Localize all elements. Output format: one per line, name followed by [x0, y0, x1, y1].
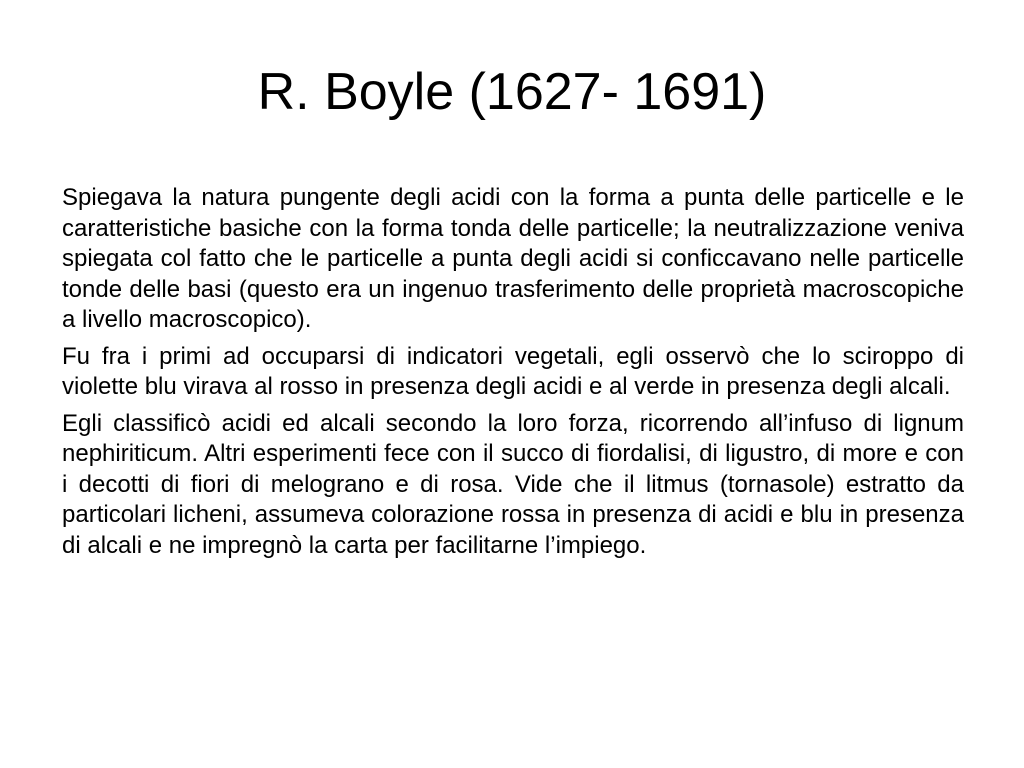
paragraph-litmus-classification: Egli classificò acidi ed alcali secondo la loro forza, ricorrendo all’infuso di lignum nephiriticum. Altri esperimenti fece con il succo di fiordalisi, di ligustro, di more e con i decotti di fiori di melograno e di rosa. Vide che il litmus (tornasole) estratto da particolari licheni, assumeva colorazione rossa in presenza di acidi e blu in presenza di alcali e ne impregnò la carta per facilitarne l’impiego. — [62, 409, 964, 559]
slide-body — [62, 183, 964, 567]
slide-title: R. Boyle (1627- 1691) — [257, 63, 767, 121]
paragraph-acid-shape-theory: Spiegava la natura pungente degli acidi con la forma a punta delle particelle e le caratteristiche basiche con la forma tonda delle particelle; la neutralizzazione veniva spiegata col fatto che le particelle a punta degli acidi si conficcavano nelle particelle tonde delle basi (questo era un ingenuo trasferimento delle proprietà macroscopiche a livello macroscopico). — [62, 184, 964, 333]
paragraph-plant-indicators: Fu fra i primi ad occuparsi di indicatori vegetali, egli osservò che lo sciroppo di violette blu virava al rosso in presenza degli acidi e al verde in presenza degli alcali. — [62, 342, 964, 400]
